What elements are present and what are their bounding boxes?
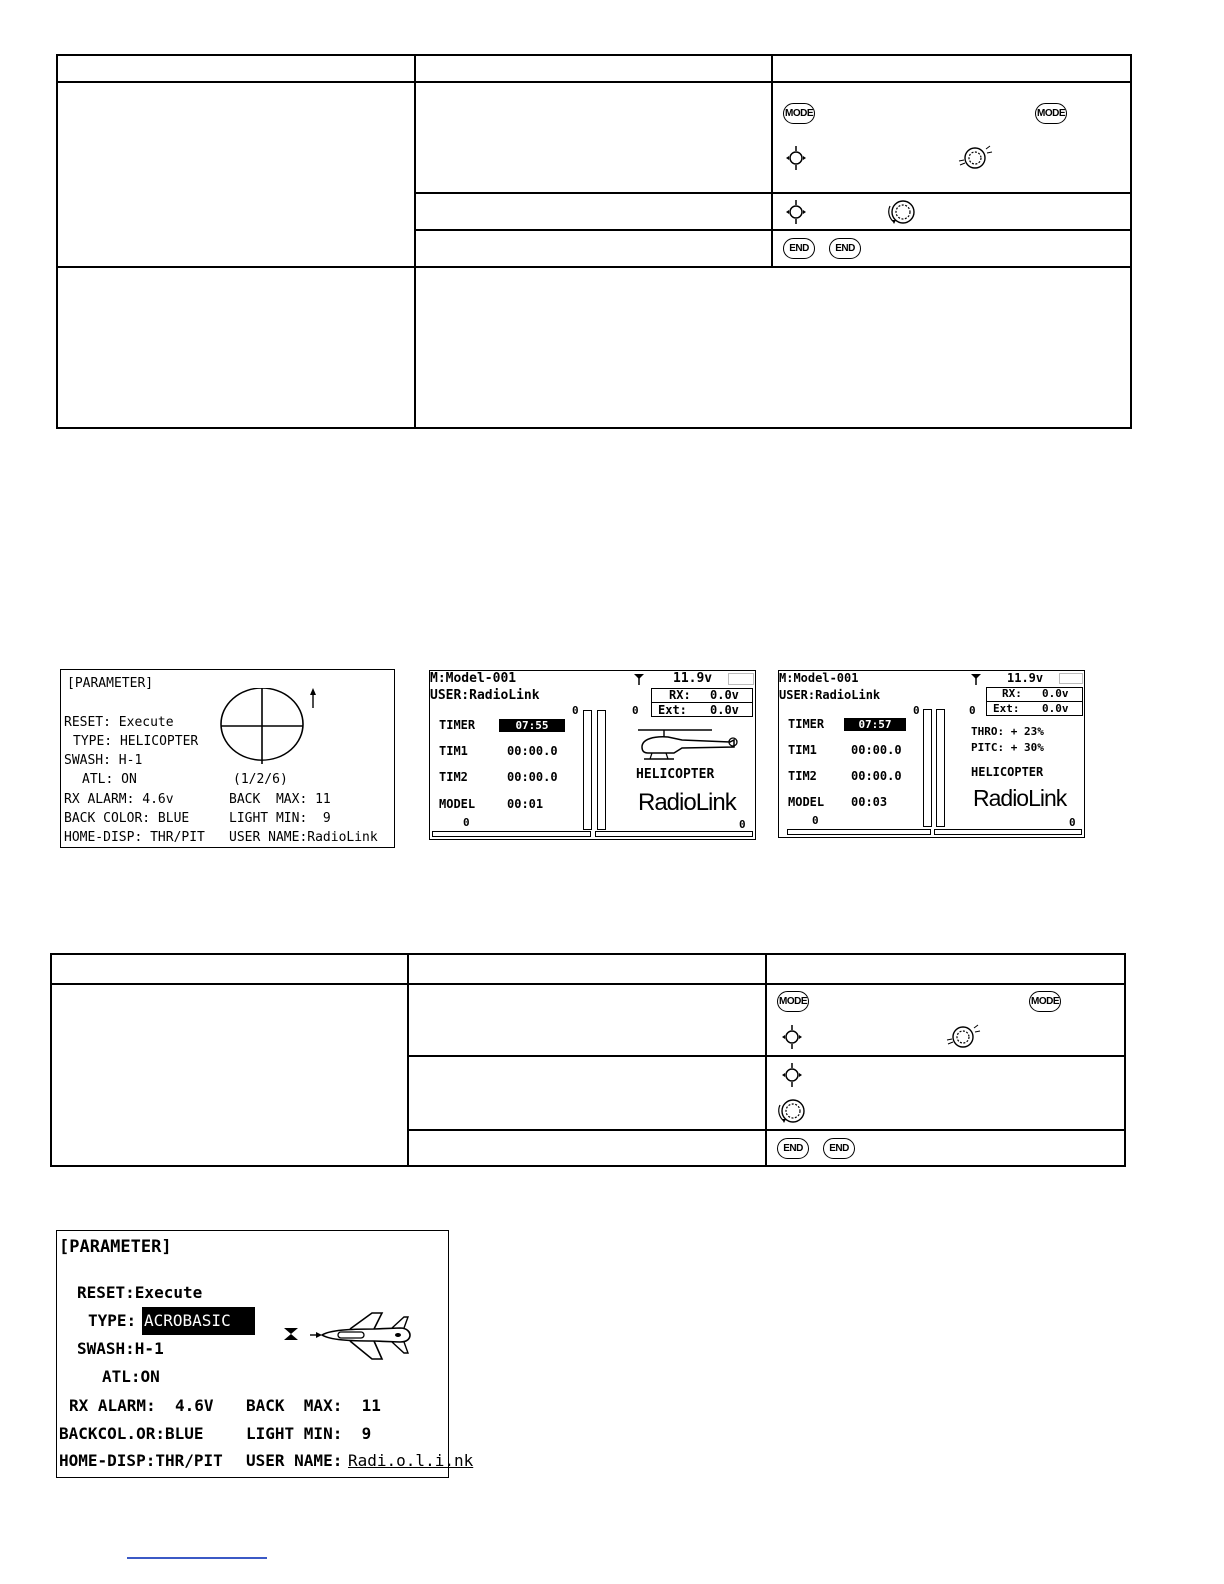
trim-bar-bottom-left	[787, 829, 931, 835]
light-min-label: LIGHT MIN: 9	[229, 811, 331, 826]
header-cell	[415, 55, 772, 82]
rx-value: 0.0v	[1042, 687, 1069, 700]
rx-alarm-label: RX ALARM: 4.6v	[64, 792, 174, 807]
timer-label: TIMER	[439, 718, 476, 732]
trim-bar-left	[583, 710, 592, 830]
cross-key-icon[interactable]	[783, 199, 809, 225]
footer-link-underline[interactable]	[127, 1557, 267, 1559]
helicopter-icon	[634, 727, 744, 763]
trim-bar-bottom-right	[934, 829, 1082, 835]
trim-top-left: 0	[572, 704, 579, 717]
header-cell	[766, 954, 1125, 984]
screen-title: [PARAMETER]	[67, 676, 154, 691]
cross-key-icon[interactable]	[779, 1062, 805, 1088]
header-cell	[51, 954, 408, 984]
swash-diagram-icon	[216, 688, 336, 768]
page-indicator: (1/2/6)	[233, 772, 288, 787]
function-cell	[57, 82, 415, 267]
type-label: TYPE:	[88, 1311, 137, 1330]
function-cell	[51, 984, 408, 1166]
tim1-value: 00:00.0	[507, 744, 558, 758]
timer-value: 07:57	[844, 718, 906, 731]
screen-title: [PARAMETER]	[59, 1237, 172, 1257]
table-row	[51, 984, 1125, 1056]
trim-bottom-right: 0	[739, 818, 746, 831]
step-cell	[408, 984, 766, 1056]
dial-rotate-icon[interactable]	[777, 1096, 807, 1126]
page-marker-icon	[283, 1327, 299, 1341]
trim-bar-right	[936, 709, 945, 827]
trim-top-right: 0	[969, 704, 976, 717]
table-row	[57, 82, 1131, 193]
mode-button-icon[interactable]: MODE	[1035, 103, 1067, 124]
user-name-label: USER NAME:RadioLink	[229, 830, 378, 845]
step-cell	[408, 1130, 766, 1166]
brand-logo: RadioLink	[973, 785, 1067, 811]
tim2-label: TIM2	[788, 769, 817, 783]
antenna-icon	[971, 674, 981, 686]
home-disp-label: HOME-DISP:THR/PIT	[59, 1451, 223, 1470]
reset-label: RESET:Execute	[77, 1283, 203, 1302]
dial-rotate-icon[interactable]	[887, 197, 917, 227]
model-type: HELICOPTER	[971, 765, 1044, 779]
atl-label: ATL:ON	[102, 1367, 160, 1386]
end-button-icon[interactable]: END	[783, 238, 815, 259]
end-button-icon[interactable]: END	[777, 1138, 809, 1159]
trim-bottom-left: 0	[812, 814, 819, 827]
model-name: M:Model-001	[779, 671, 859, 685]
cross-key-icon[interactable]	[779, 1024, 805, 1050]
back-max-label: BACK MAX: 11	[246, 1396, 381, 1415]
parameter-screen-large	[56, 1230, 474, 1478]
ext-label: Ext:	[993, 702, 1020, 715]
operation-cell	[772, 193, 1131, 230]
brand-logo: RadioLink	[638, 789, 736, 816]
function-cell	[57, 267, 415, 428]
model-timer-value: 00:03	[851, 795, 888, 809]
description-cell	[415, 267, 1131, 428]
user-name-label: USER NAME:	[246, 1451, 343, 1470]
operation-cell	[772, 230, 1131, 267]
ext-label: Ext:	[658, 703, 687, 717]
tim2-value: 00:00.0	[507, 770, 558, 784]
header-cell	[57, 55, 415, 82]
type-value: ACROBASIC	[142, 1307, 255, 1335]
mode-button-icon[interactable]: MODE	[783, 103, 815, 124]
trim-top-left: 0	[913, 704, 920, 717]
tim1-label: TIM1	[439, 744, 468, 758]
table-header-row	[51, 954, 1125, 984]
procedure-table-2	[50, 953, 1126, 1167]
home-screen-b	[778, 670, 1085, 838]
model-timer-label: MODEL	[788, 795, 825, 809]
trim-bottom-left: 0	[463, 816, 470, 829]
table-header-row	[57, 55, 1131, 82]
antenna-icon	[634, 674, 644, 686]
type-label: TYPE: HELICOPTER	[73, 734, 199, 749]
dial-press-icon[interactable]	[945, 1022, 981, 1050]
trim-bar-bottom-left	[432, 831, 591, 837]
operation-cell	[766, 1130, 1125, 1166]
back-max-label: BACK MAX: 11	[229, 792, 331, 807]
back-color-label: BACKCOL.OR:BLUE	[59, 1424, 204, 1443]
trim-bottom-right: 0	[1069, 816, 1076, 829]
timer-value: 07:55	[499, 719, 565, 732]
end-button-icon[interactable]: END	[823, 1138, 855, 1159]
operation-cell	[766, 984, 1125, 1056]
operation-cell	[772, 82, 1131, 193]
mode-button-icon[interactable]: MODE	[1029, 991, 1061, 1012]
end-button-icon[interactable]: END	[829, 238, 861, 259]
trim-bar-bottom-right	[595, 831, 753, 837]
tim1-value: 00:00.0	[851, 743, 902, 757]
user-name-value: Radi.o.l.i.nk	[348, 1451, 474, 1470]
back-color-label: BACK COLOR: BLUE	[64, 811, 190, 826]
tim2-label: TIM2	[439, 770, 468, 784]
ext-value: 0.0v	[1042, 702, 1069, 715]
home-screen-a	[429, 670, 756, 840]
user-name: USER:RadioLink	[779, 688, 881, 702]
light-min-label: LIGHT MIN: 9	[246, 1424, 372, 1443]
tim1-label: TIM1	[788, 743, 817, 757]
airplane-icon	[310, 1311, 414, 1387]
model-name: M:Model-001	[430, 671, 517, 686]
model-timer-value: 00:01	[507, 797, 544, 811]
cross-key-icon[interactable]	[783, 145, 809, 171]
ext-value: 0.0v	[710, 703, 739, 717]
parameter-screen-small	[60, 669, 395, 848]
battery-icon	[1059, 673, 1083, 684]
reset-label: RESET: Execute	[64, 715, 174, 730]
step-cell	[415, 193, 772, 230]
step-cell	[415, 82, 772, 193]
trim-bar-right	[597, 710, 606, 830]
rx-label: RX:	[669, 688, 691, 702]
model-timer-label: MODEL	[439, 797, 476, 811]
swash-label: SWASH: H-1	[64, 753, 143, 768]
thro-value: THRO: + 23%	[971, 725, 1044, 738]
home-disp-label: HOME-DISP: THR/PIT	[64, 830, 205, 845]
timer-label: TIMER	[788, 717, 825, 731]
swash-label: SWASH:H-1	[77, 1339, 164, 1358]
dial-press-icon[interactable]	[957, 143, 993, 171]
trim-top-right: 0	[632, 704, 639, 717]
mode-button-icon[interactable]: MODE	[777, 991, 809, 1012]
header-cell	[408, 954, 766, 984]
user-name: USER:RadioLink	[430, 688, 540, 703]
atl-label: ATL: ON	[82, 772, 137, 787]
step-cell	[415, 230, 772, 267]
header-cell	[772, 55, 1131, 82]
battery-icon	[728, 673, 754, 685]
battery-voltage: 11.9v	[673, 671, 713, 686]
tim2-value: 00:00.0	[851, 769, 902, 783]
model-type: HELICOPTER	[636, 767, 715, 782]
procedure-table-1	[56, 54, 1132, 429]
battery-voltage: 11.9v	[1007, 671, 1044, 685]
trim-bar-left	[923, 709, 932, 827]
rx-value: 0.0v	[710, 688, 739, 702]
rx-label: RX:	[1002, 687, 1022, 700]
pitc-value: PITC: + 30%	[971, 741, 1044, 754]
operation-cell	[766, 1056, 1125, 1130]
table-row	[57, 267, 1131, 428]
rx-alarm-label: RX ALARM: 4.6V	[69, 1396, 214, 1415]
step-cell	[408, 1056, 766, 1130]
